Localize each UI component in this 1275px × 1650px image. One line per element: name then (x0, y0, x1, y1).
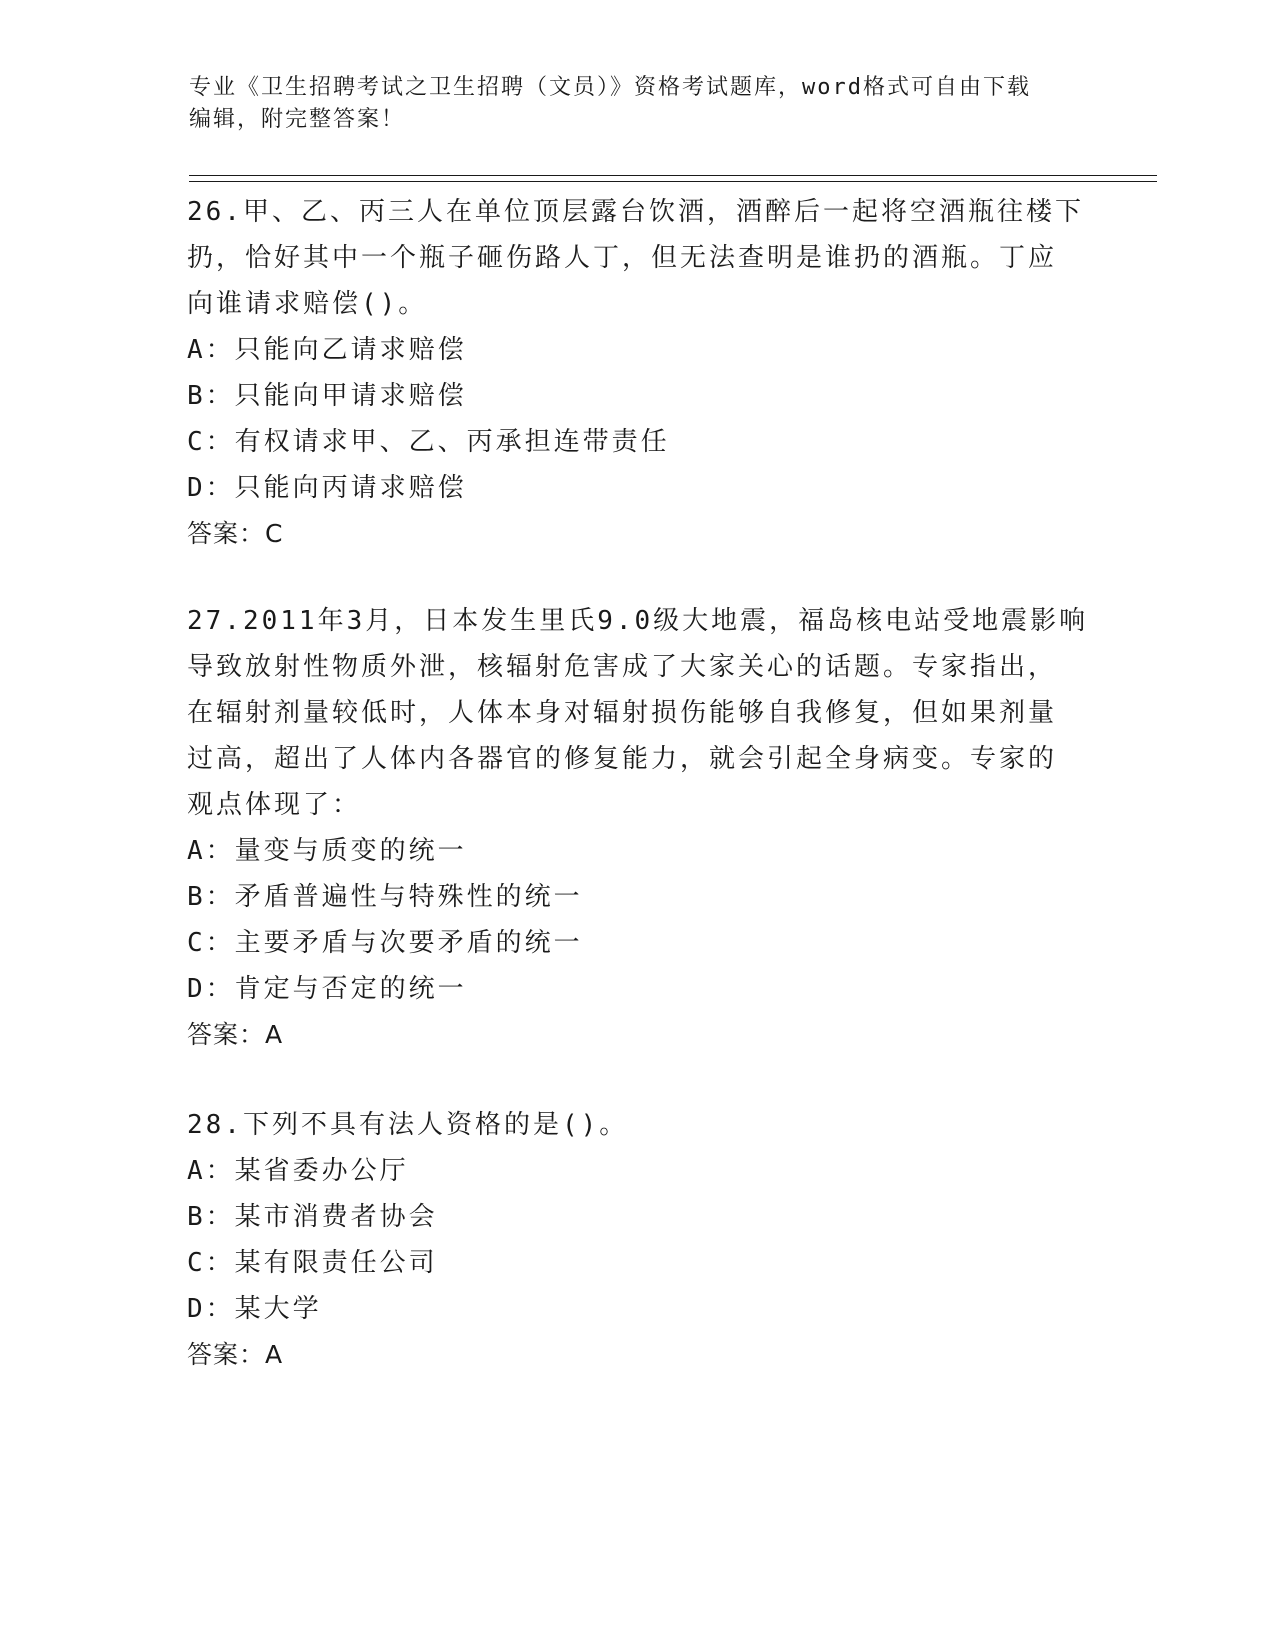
header-line: 编辑，附完整答案！ (189, 107, 406, 132)
header-divider-top (189, 175, 1157, 176)
option-d: D：肯定与否定的统一 (187, 974, 467, 1004)
question-stem-line: 过高，超出了人体内各器官的修复能力，就会引起全身病变。专家的 (187, 744, 1058, 774)
question-stem-line: 在辐射剂量较低时，人体本身对辐射损伤能够自我修复，但如果剂量 (187, 698, 1058, 728)
question-27 (187, 598, 1087, 1058)
option-a: A：某省委办公厅 (187, 1156, 409, 1186)
question-stem-line: 扔，恰好其中一个瓶子砸伤路人丁，但无法查明是谁扔的酒瓶。丁应 (187, 243, 1058, 273)
question-stem-line: 导致放射性物质外泄，核辐射危害成了大家关心的话题。专家指出， (187, 652, 1058, 682)
question-stem-line: 28.下列不具有法人资格的是()。 (187, 1110, 629, 1140)
option-b: B：矛盾普遍性与特殊性的统一 (187, 882, 583, 912)
option-b: B：某市消费者协会 (187, 1202, 438, 1232)
question-stem-line: 向谁请求赔偿()。 (187, 289, 428, 319)
question-28 (187, 1102, 1087, 1378)
answer-line: 答案：A (187, 1020, 284, 1049)
option-d: D：只能向丙请求赔偿 (187, 473, 467, 503)
option-c: C：某有限责任公司 (187, 1248, 438, 1278)
option-d: D：某大学 (187, 1294, 322, 1324)
option-c: C：有权请求甲、乙、丙承担连带责任 (187, 427, 670, 457)
option-a: A：量变与质变的统一 (187, 836, 467, 866)
question-26 (187, 189, 1087, 557)
document-header (189, 72, 1089, 136)
header-divider-bottom (189, 181, 1157, 182)
question-stem-line: 观点体现了： (187, 790, 362, 820)
answer-line: 答案：C (187, 519, 284, 548)
option-b: B：只能向甲请求赔偿 (187, 381, 467, 411)
question-stem-line: 26.甲、乙、丙三人在单位顶层露台饮酒，酒醉后一起将空酒瓶往楼下 (187, 197, 1084, 227)
option-a: A：只能向乙请求赔偿 (187, 335, 467, 365)
header-line: 专业《卫生招聘考试之卫生招聘（文员）》资格考试题库，word格式可自由下载 (189, 75, 1031, 100)
question-stem-line: 27.2011年3月，日本发生里氏9.0级大地震，福岛核电站受地震影响 (187, 606, 1089, 636)
answer-line: 答案：A (187, 1340, 284, 1369)
option-c: C：主要矛盾与次要矛盾的统一 (187, 928, 583, 958)
